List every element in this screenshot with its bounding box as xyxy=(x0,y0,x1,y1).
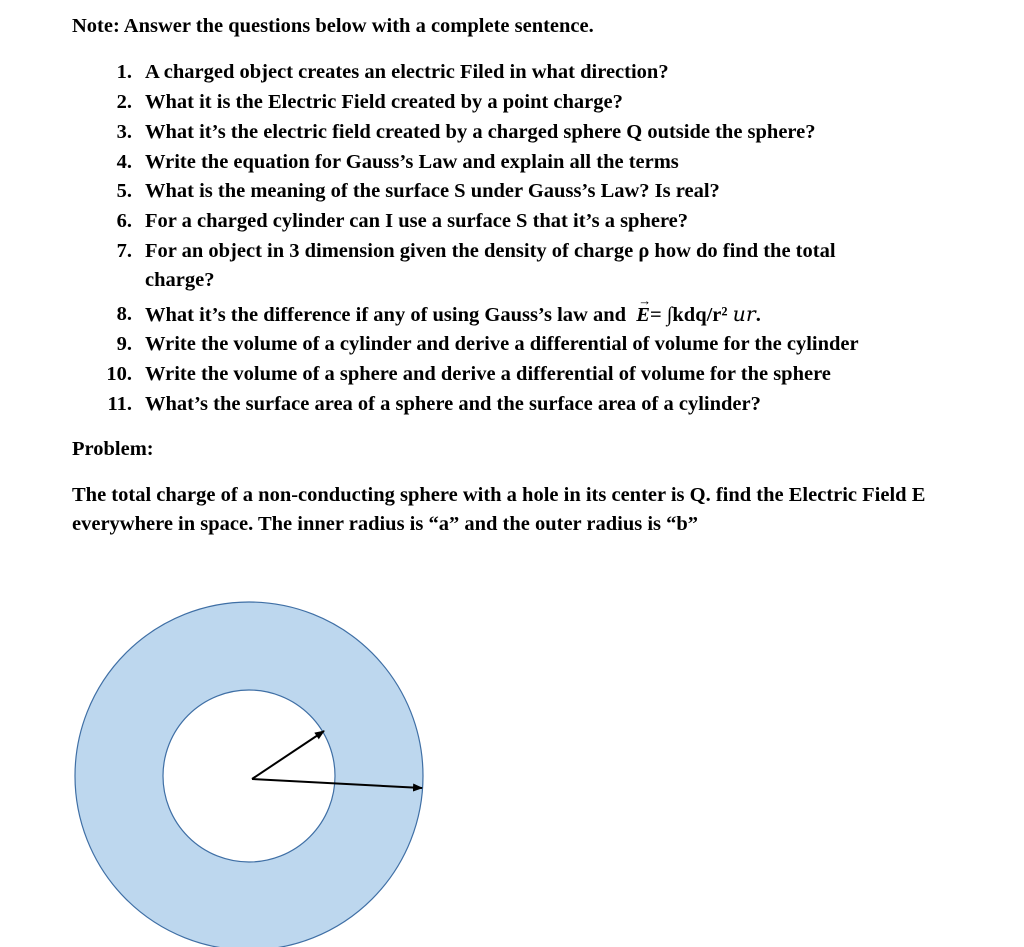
question-number: 11. xyxy=(107,393,132,415)
question-number: 9. xyxy=(116,333,132,355)
problem-heading: Problem: xyxy=(72,438,154,460)
electric-field-vector-symbol: → E xyxy=(636,301,650,329)
coulomb-integral: = ∫kdq/r² xyxy=(649,304,733,326)
question-text: Write the volume of a cylinder and derive a differential of volume for the cylinder xyxy=(145,333,859,355)
question-text-continued: charge? xyxy=(145,269,215,291)
note-instruction: Note: Answer the questions below with a complete sentence. xyxy=(72,15,594,37)
question-number: 7. xyxy=(116,240,132,262)
question-number: 3. xyxy=(116,121,132,143)
question-text xyxy=(145,300,761,329)
question-number: 1. xyxy=(116,61,132,83)
question-number: 5. xyxy=(116,180,132,202)
question-text: Write the volume of a sphere and derive a differential of volume for the sphere xyxy=(145,363,831,385)
question-text: A charged object creates an electric Filed in what direction? xyxy=(145,61,669,83)
question-text: What’s the surface area of a sphere and the surface area of a cylinder? xyxy=(145,393,761,415)
question-text: For a charged cylinder can I use a surface S that it’s a sphere? xyxy=(145,210,689,232)
inner-hole xyxy=(163,690,335,862)
question-text: What is the meaning of the surface S under Gauss’s Law? Is real? xyxy=(145,180,720,202)
question-number: 6. xyxy=(116,210,132,232)
hollow-sphere-figure xyxy=(60,590,440,947)
question-text: For an object in 3 dimension given the density of charge ρ how do find the total xyxy=(145,240,836,262)
question-text: What it is the Electric Field created by a point charge? xyxy=(145,91,623,113)
problem-statement: The total charge of a non-conducting sphere with a hole in its center is Q. find the Electric Field E everywhere in space. The inner radius is “a” and the outer radius is “b” xyxy=(72,484,926,535)
question-number: 4. xyxy=(116,151,132,173)
unit-vector-symbol: ur xyxy=(732,302,756,326)
question-text-part: What it’s the difference if any of using Gauss’s law and xyxy=(145,304,627,326)
question-text: What it’s the electric field created by a charged sphere Q outside the sphere? xyxy=(145,121,816,143)
question-text-end: . xyxy=(755,304,761,326)
question-number: 8. xyxy=(116,303,132,325)
question-number: 10. xyxy=(106,363,132,385)
question-text: Write the equation for Gauss’s Law and explain all the terms xyxy=(145,151,679,173)
question-number: 2. xyxy=(116,91,132,113)
